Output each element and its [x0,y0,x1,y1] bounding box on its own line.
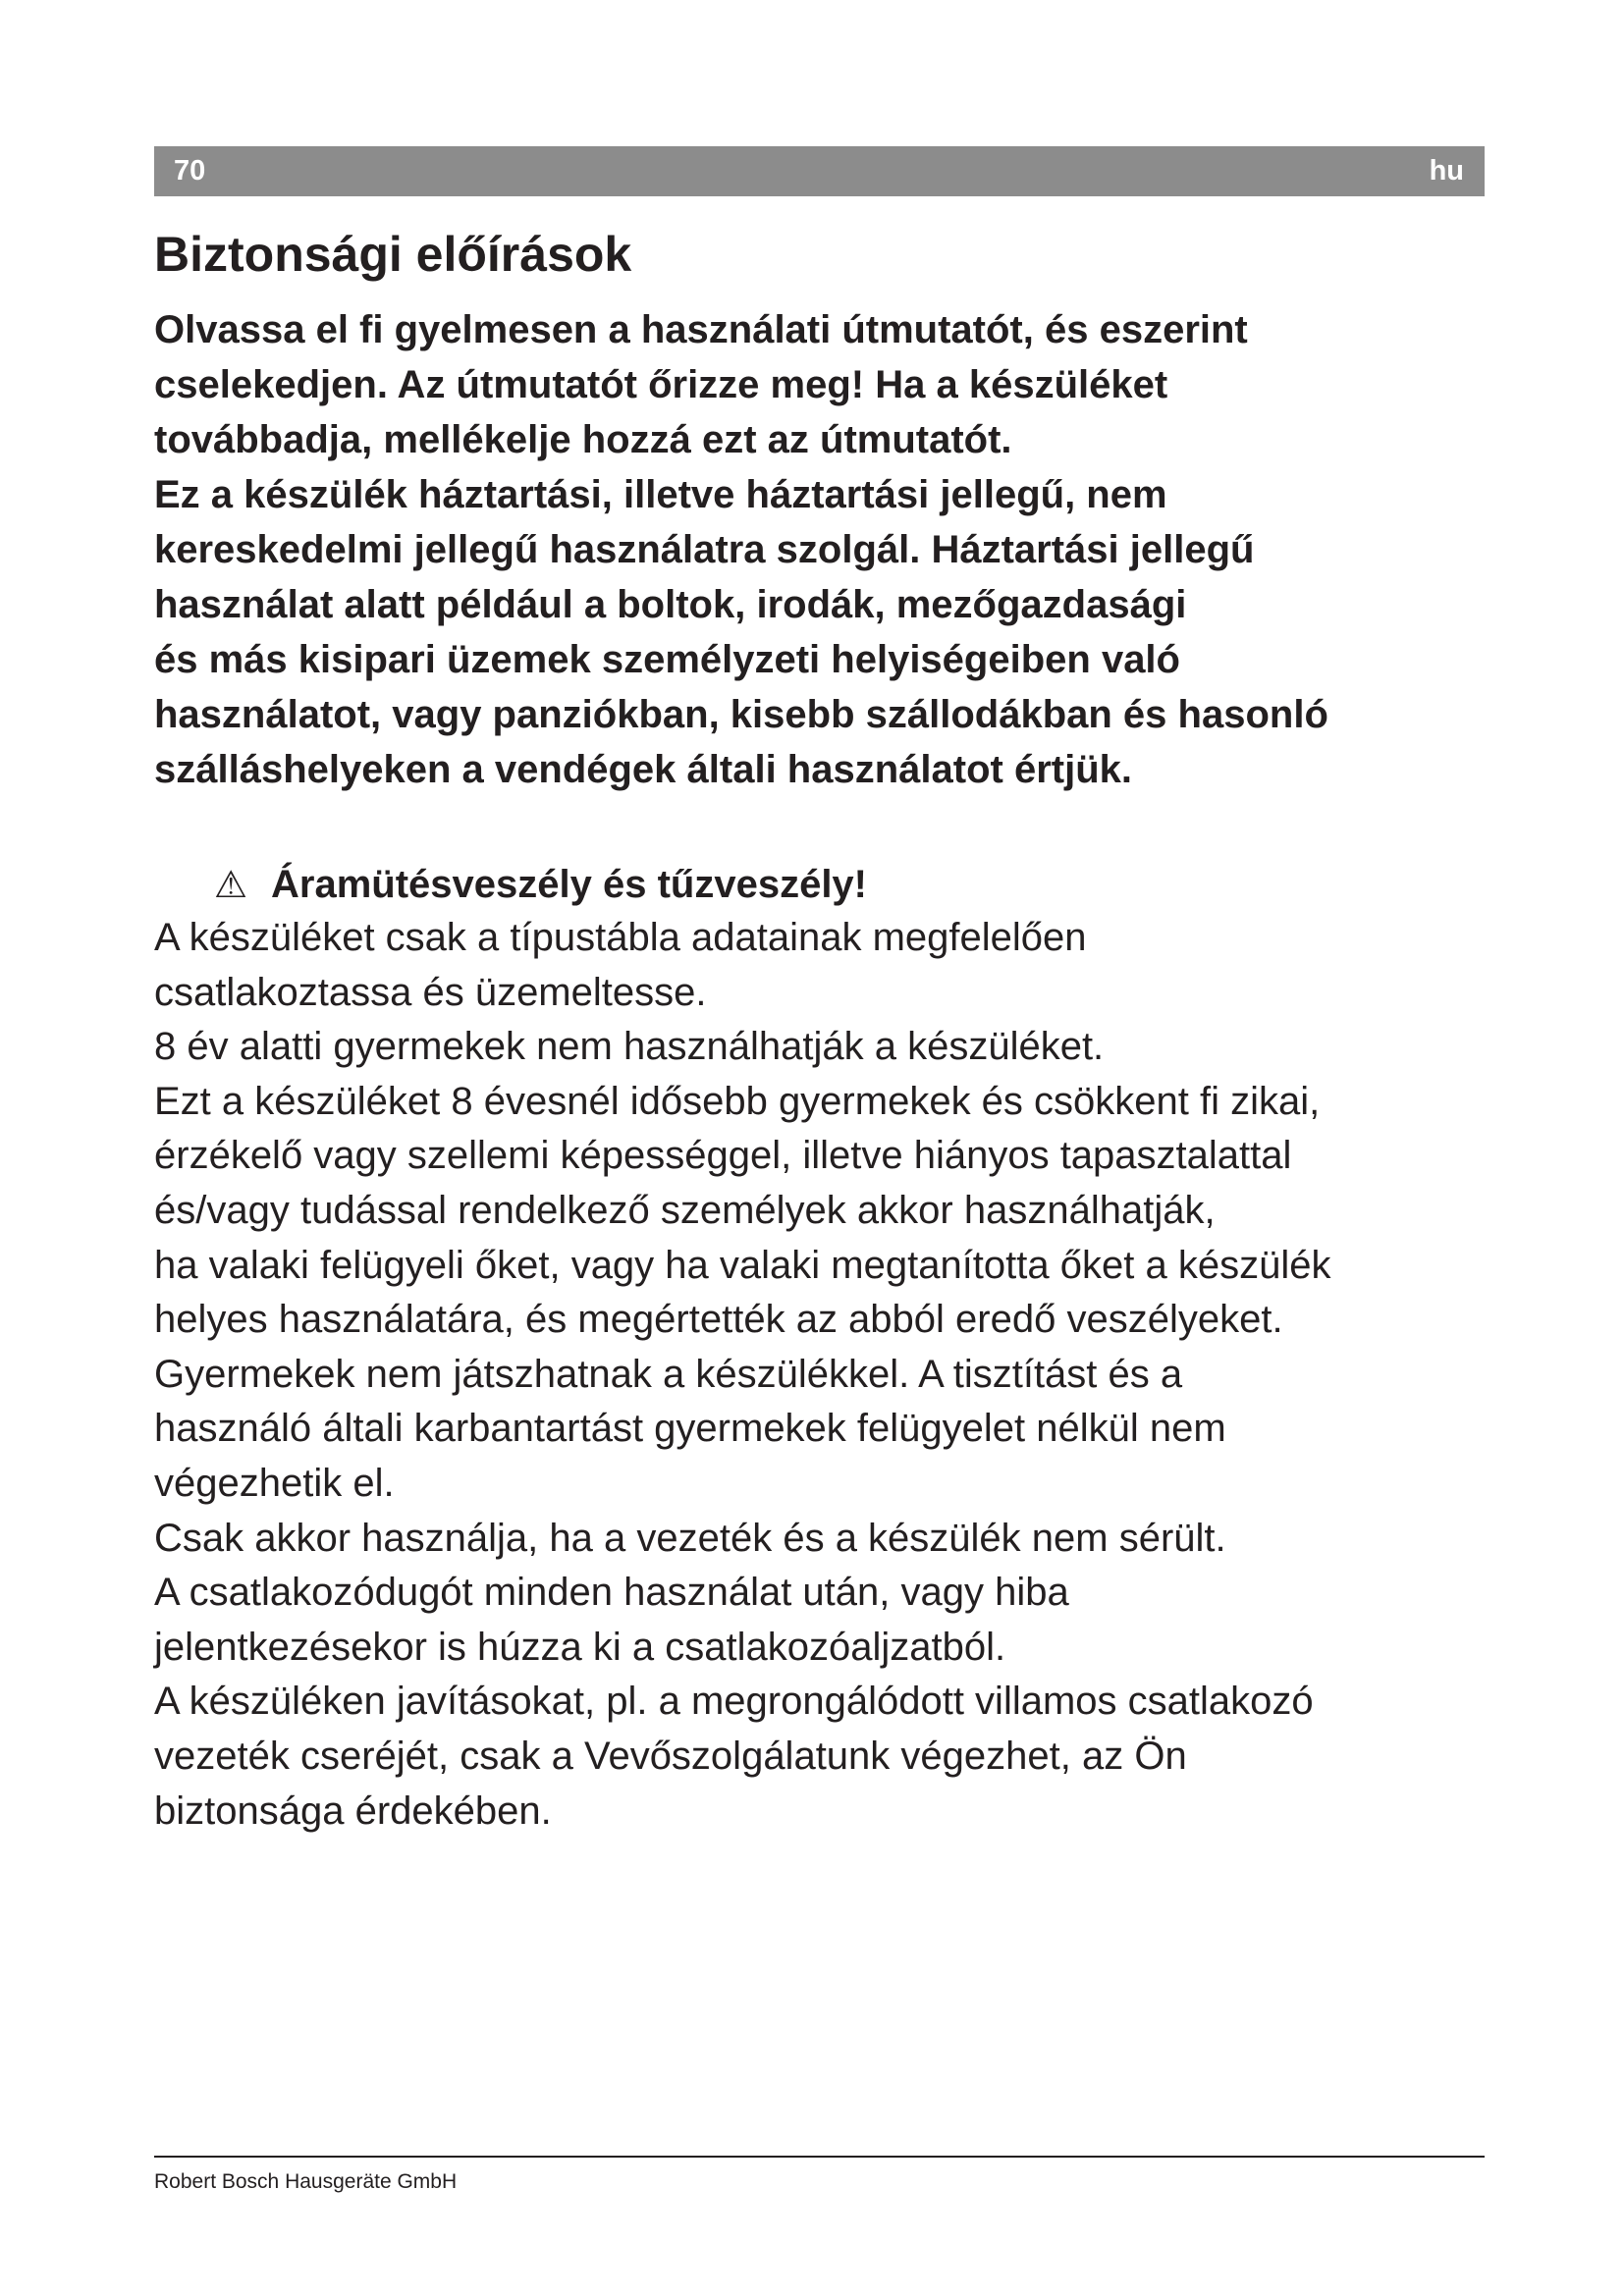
body-line: csatlakoztassa és üzemeltesse. [154,970,707,1014]
intro-line: továbbadja, mellékelje hozzá ezt az útmutatót. [154,418,1012,461]
body-line: A készüléket csak a típustábla adatainak megfelelően [154,916,1087,959]
intro-line: használatot, vagy panziókban, kisebb szállodákban és hasonló [154,693,1328,736]
body-line: 8 év alatti gyermekek nem használhatják a készüléket. [154,1025,1105,1069]
body-line: ha valaki felügyeli őket, vagy ha valaki megtanította őket a készülék [154,1243,1331,1287]
intro-line: használat alatt például a boltok, irodák, mezőgazdasági [154,583,1187,626]
body-line: Ezt a készüléket 8 évesnél idősebb gyermekek és csökkent fi zikai, [154,1079,1321,1123]
body-line: használó általi karbantartást gyermekek felügyelet nélkül nem [154,1407,1226,1451]
body-line: vezeték cseréjét, csak a Vevőszolgálatunk végezhet, az Ön [154,1734,1187,1778]
page-number: 70 [174,155,206,187]
body-line: jelentkezésekor is húzza ki a csatlakozóaljzatból. [154,1625,1006,1669]
body-line: helyes használatára, és megértették az abból eredő veszélyeket. [154,1298,1283,1342]
intro-line: Olvassa el fi gyelmesen a használati útmutatót, és eszerint [154,308,1248,351]
warning-triangle-icon: ⚠ [214,865,248,906]
body-line: Csak akkor használja, ha a vezeték és a készülék nem sérült. [154,1516,1226,1560]
intro-line: kereskedelmi jellegű használatra szolgál. Háztartási jellegű [154,528,1255,571]
body-line: végezhetik el. [154,1461,395,1505]
warning-heading-text: Áramütésveszély és tűzveszély! [271,863,867,906]
body-line: biztonsága érdekében. [154,1789,552,1833]
page-title: Biztonsági előírások [154,227,632,282]
page-header-bar [154,146,1485,196]
body-line: érzékelő vagy szellemi képességgel, illetve hiányos tapasztalattal [154,1134,1292,1178]
intro-line: és más kisipari üzemek személyzeti helyiségeiben való [154,638,1180,681]
body-line: Gyermekek nem játszhatnak a készülékkel. A tisztítást és a [154,1352,1183,1396]
body-line: A készüléken javításokat, pl. a megrongálódott villamos csatlakozó [154,1680,1314,1724]
footer-divider [154,2156,1485,2158]
safety-instructions-body [154,911,1548,1839]
body-line: és/vagy tudással rendelkező személyek akkor használhatják, [154,1188,1216,1232]
language-code: hu [1429,155,1464,187]
intro-line: cselekedjen. Az útmutatót őrizze meg! Ha a készüléket [154,363,1168,406]
body-line: A csatlakozódugót minden használat után, vagy hiba [154,1571,1069,1615]
footer-company: Robert Bosch Hausgeräte GmbH [154,2170,458,2193]
intro-paragraph [154,302,1529,797]
intro-line: Ez a készülék háztartási, illetve háztartási jellegű, nem [154,473,1167,516]
warning-heading [214,857,867,913]
intro-line: szálláshelyeken a vendégek általi használatot értjük. [154,748,1132,791]
